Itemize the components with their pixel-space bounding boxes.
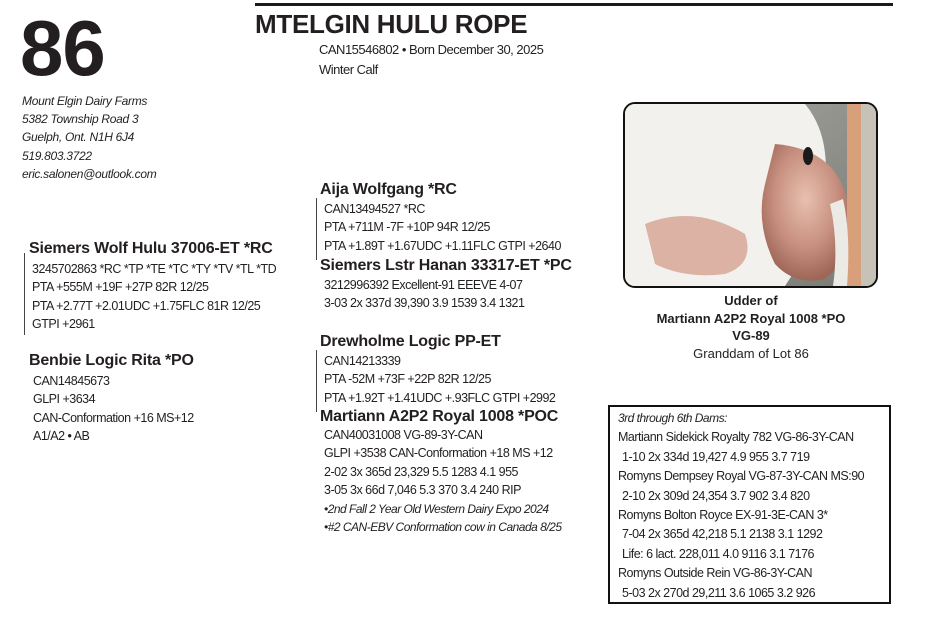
dam-sire-name: Drewholme Logic PP-ET xyxy=(320,333,501,350)
pedigree-bracket xyxy=(316,198,317,260)
consignor-info xyxy=(22,92,156,183)
udder-photo-icon xyxy=(625,104,876,286)
dam-id: CAN14845673 xyxy=(33,374,110,388)
dam-sire-pta-type: PTA +1.92T +1.41UDC +.93FLC GTPI +2992 xyxy=(324,390,556,405)
photo-caption xyxy=(622,292,880,362)
dam-genotype: A1/A2 • AB xyxy=(33,429,90,444)
consignor-farm: Mount Elgin Dairy Farms xyxy=(22,94,148,108)
sire-id: 3245702863 *RC *TP *TE *TC *TY *TV *TL *TD xyxy=(32,262,277,276)
dams-line: 5-03 2x 270d 29,211 3.6 1065 3.2 926 xyxy=(622,585,816,600)
sire-sire-id: CAN13494527 *RC xyxy=(324,202,425,216)
animal-class: Winter Calf xyxy=(319,62,378,77)
dam-details xyxy=(33,372,194,446)
dams-line: 2-10 2x 309d 24,354 3.7 902 3.4 820 xyxy=(622,488,810,503)
dams-line: Romyns Dempsey Royal VG-87-3Y-CAN MS:90 xyxy=(618,469,865,484)
sire-sire-name: Aija Wolfgang *RC xyxy=(320,181,457,198)
sire-dam-id-classification: 3212996392 Excellent-91 EEEVE 4-07 xyxy=(324,278,523,292)
sire-details xyxy=(32,260,276,334)
sire-pta-production: PTA +555M +19F +27P 82R 12/25 xyxy=(32,280,209,295)
sire-dam-details xyxy=(324,276,524,313)
dams-line: Romyns Bolton Royce EX-91-3E-CAN 3* xyxy=(618,508,828,523)
lot-number: 86 xyxy=(20,4,105,92)
top-rule xyxy=(255,3,893,6)
dam-sire-details xyxy=(324,352,555,407)
sire-dam-name: Siemers Lstr Hanan 33317-ET *PC xyxy=(320,257,572,274)
caption-note: Granddam of Lot 86 xyxy=(693,345,809,361)
caption-line: VG-89 xyxy=(732,328,770,343)
dam-glpi: GLPI +3634 xyxy=(33,392,96,407)
sire-sire-details xyxy=(324,200,561,255)
consignor-city: Guelph, Ont. N1H 6J4 xyxy=(22,130,135,145)
dam-sire-pta-production: PTA -52M +73F +22P 82R 12/25 xyxy=(324,372,491,387)
consignor-phone: 519.803.3722 xyxy=(22,148,92,163)
caption-line: Udder of xyxy=(724,293,778,308)
dam-name: Benbie Logic Rita *PO xyxy=(29,352,194,369)
sire-dam-record: 3-03 2x 337d 39,390 3.9 1539 3.4 1321 xyxy=(324,296,525,311)
dam-dam-note: •#2 CAN-EBV Conformation cow in Canada 8/25 xyxy=(324,520,562,535)
dams-heading: 3rd through 6th Dams: xyxy=(618,411,727,425)
dam-dam-details xyxy=(324,426,562,536)
sire-gtpi: GTPI +2961 xyxy=(32,317,95,332)
pedigree-bracket xyxy=(316,350,317,412)
dam-conformation: CAN-Conformation +16 MS+12 xyxy=(33,410,194,425)
dams-line: Life: 6 lact. 228,011 4.0 9116 3.1 7176 xyxy=(622,546,815,561)
sire-pta-type: PTA +2.77T +2.01UDC +1.75FLC 81R 12/25 xyxy=(32,298,261,313)
animal-id-birth: CAN15546802 • Born December 30, 2025 xyxy=(319,42,544,57)
sire-name: Siemers Wolf Hulu 37006-ET *RC xyxy=(29,240,273,257)
dams-line: Romyns Outside Rein VG-86-3Y-CAN xyxy=(618,566,813,581)
dams-line: Martiann Sidekick Royalty 782 VG-86-3Y-CAN xyxy=(618,430,854,445)
dam-dam-genomics: GLPI +3538 CAN-Conformation +18 MS +12 xyxy=(324,446,553,461)
caption-line: Martiann A2P2 Royal 1008 *PO xyxy=(656,310,846,326)
udder-photo xyxy=(623,102,878,288)
consignor-email[interactable]: eric.salonen@outlook.com xyxy=(22,166,157,181)
dam-dam-record: 2-02 3x 365d 23,329 5.5 1283 4.1 955 xyxy=(324,464,518,479)
dam-dam-name: Martiann A2P2 Royal 1008 *POC xyxy=(320,408,559,425)
dam-dam-id-classification: CAN40031008 VG-89-3Y-CAN xyxy=(324,428,483,442)
sire-sire-pta-type: PTA +1.89T +1.67UDC +1.11FLC GTPI +2640 xyxy=(324,238,561,253)
sire-sire-pta-production: PTA +711M -7F +10P 94R 12/25 xyxy=(324,220,490,235)
consignor-address: 5382 Township Road 3 xyxy=(22,112,139,127)
animal-name: MTELGIN HULU ROPE xyxy=(255,9,528,39)
extended-dams-box xyxy=(608,405,891,604)
pedigree-bracket xyxy=(24,253,25,335)
dam-dam-note: •2nd Fall 2 Year Old Western Dairy Expo 2024 xyxy=(324,501,549,516)
dam-dam-record: 3-05 3x 66d 7,046 5.3 370 3.4 240 RIP xyxy=(324,483,521,498)
dams-line: 1-10 2x 334d 19,427 4.9 955 3.7 719 xyxy=(622,449,810,464)
dams-line: 7-04 2x 365d 42,218 5.1 2138 3.1 1292 xyxy=(622,527,823,542)
dam-sire-id: CAN14213339 xyxy=(324,354,401,368)
